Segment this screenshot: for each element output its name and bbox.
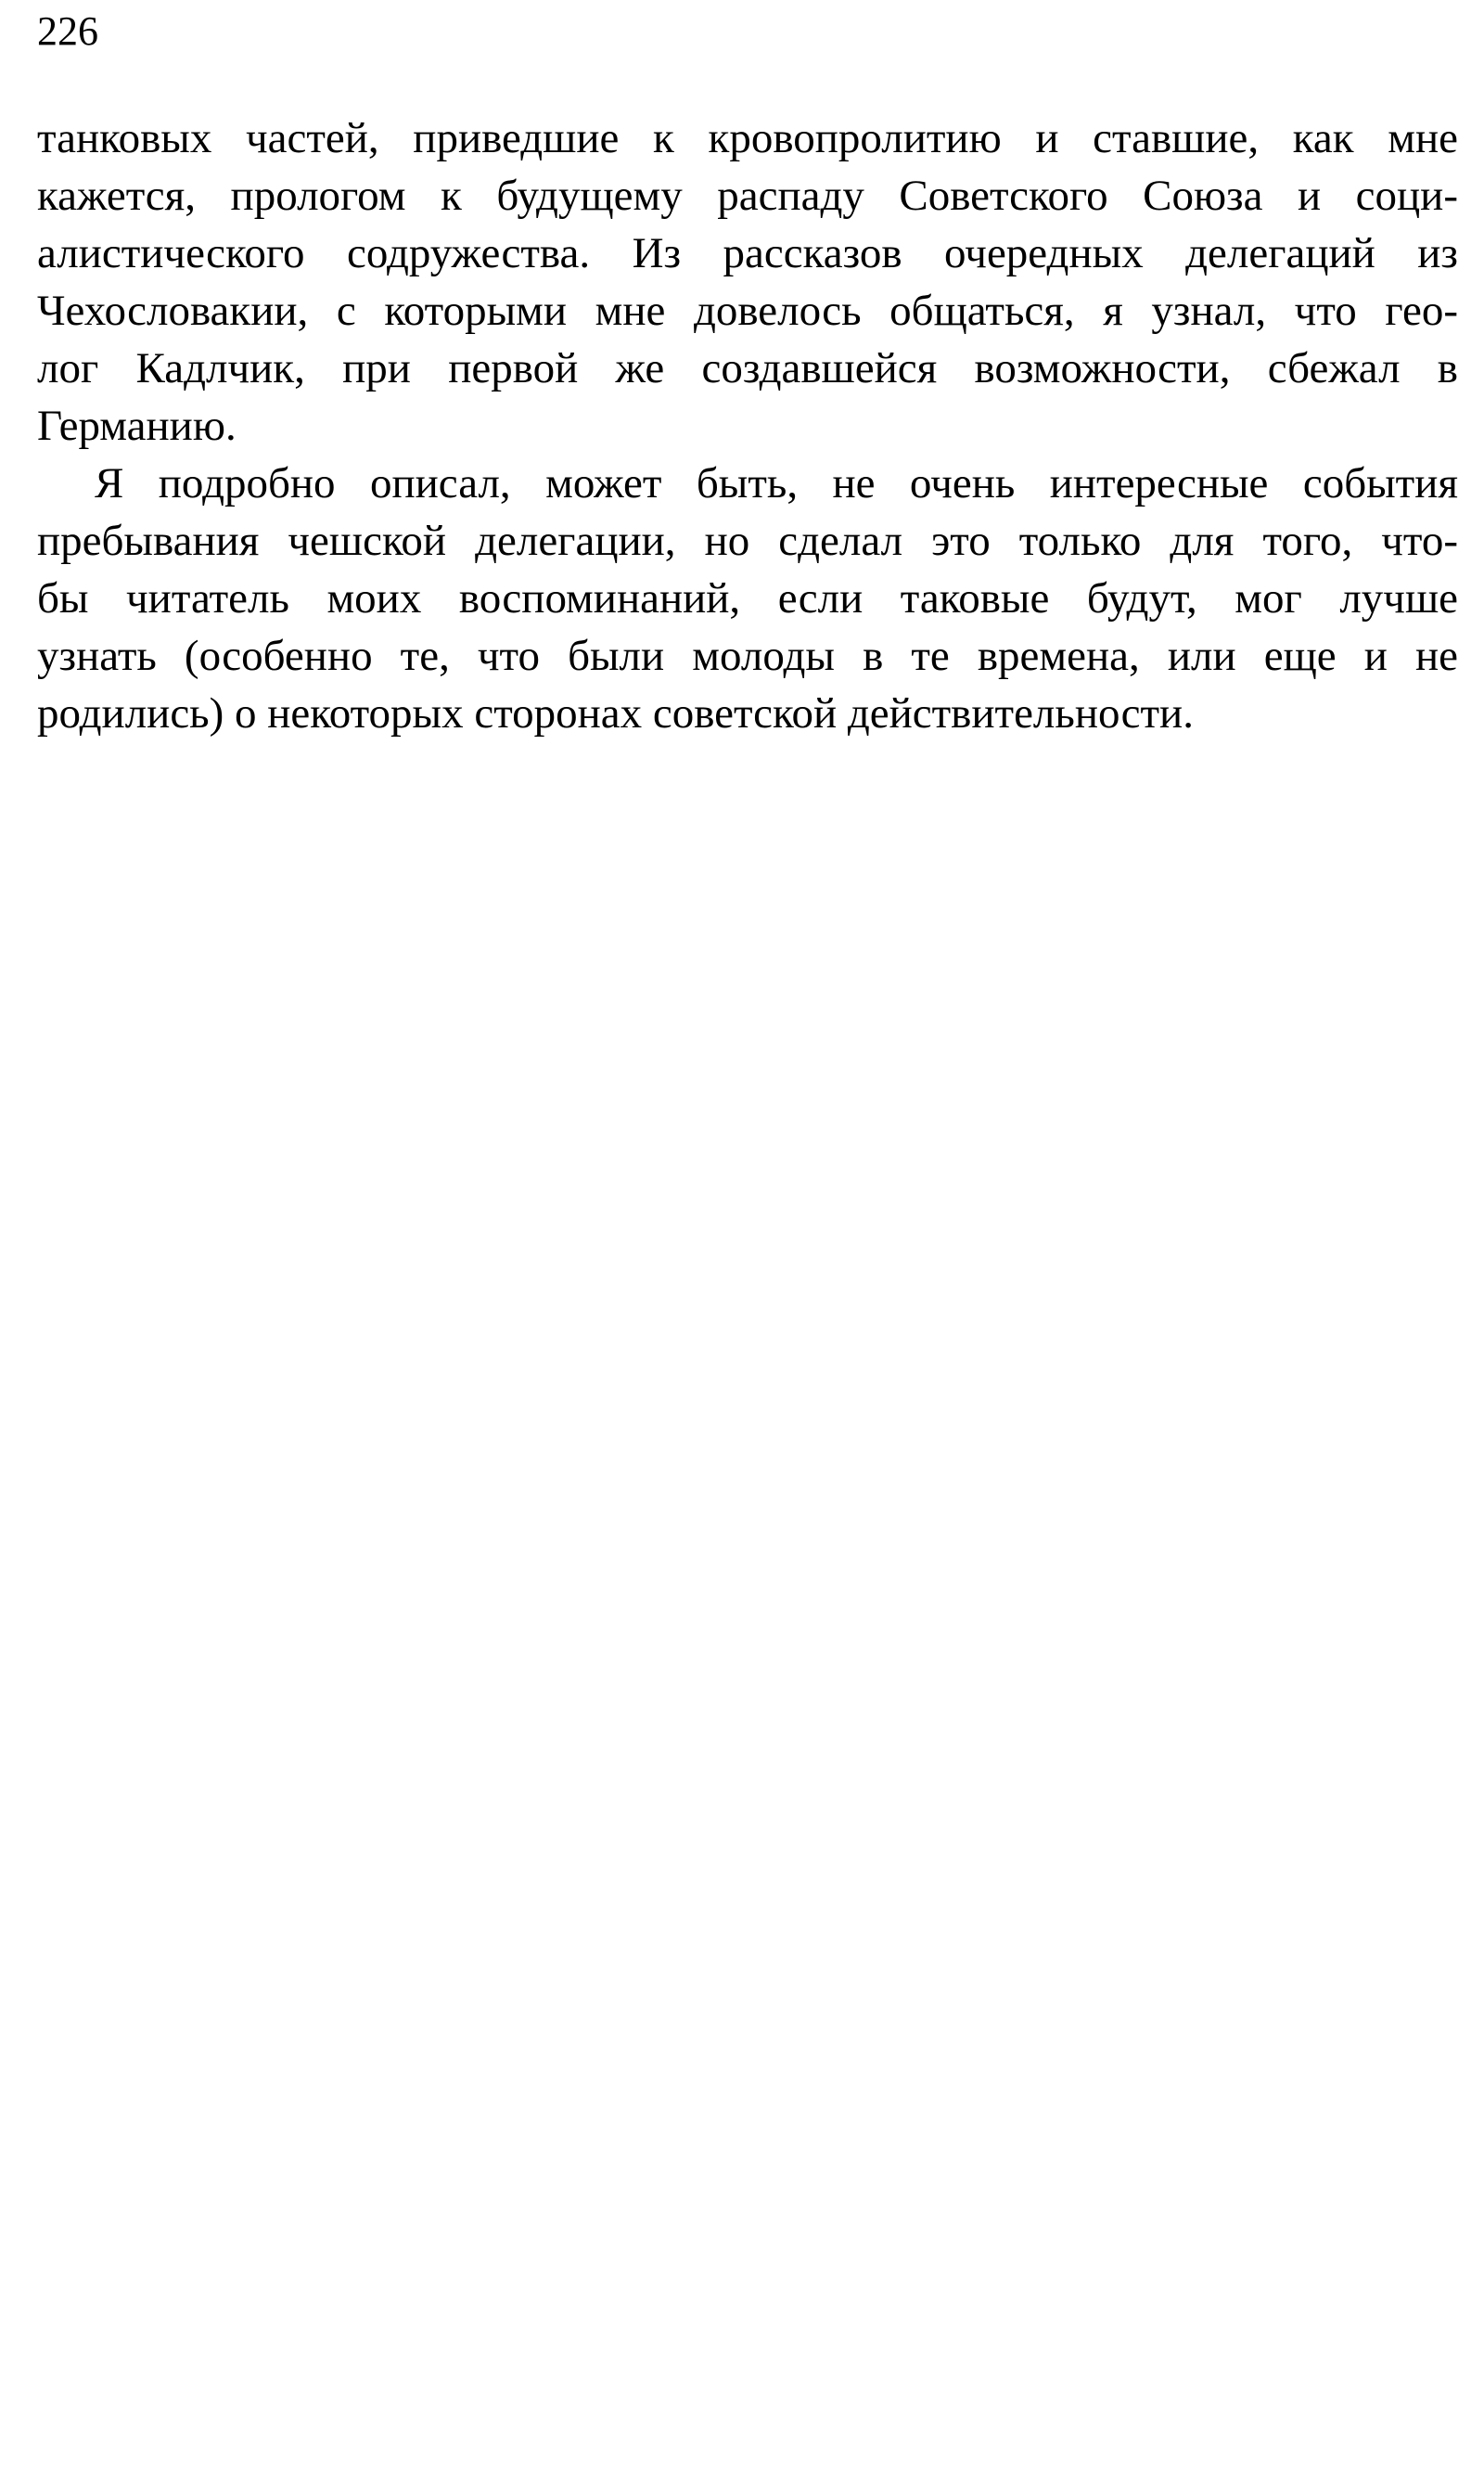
text-line: узнать (особенно те, что были молоды в те времена, или еще и не — [37, 632, 1458, 680]
text-line: кажется, прологом к будущему распаду Советского Союза и соци- — [37, 172, 1458, 220]
text-line: Я подробно описал, может быть, не очень интересные события — [95, 459, 1458, 507]
text-line: танковых частей, приведшие к кровопролитию и ставшие, как мне — [37, 114, 1458, 162]
text-line: родились) о некоторых сторонах советской действительности. — [37, 689, 1194, 738]
paragraph-1 — [37, 109, 1458, 455]
text-line: алистического содружества. Из рассказов очередных делегаций из — [37, 229, 1458, 277]
page-number: 226 — [37, 8, 98, 54]
body-text — [37, 109, 1458, 742]
text-line: лог Кадлчик, при первой же создавшейся возможности, сбежал в — [37, 344, 1458, 392]
text-line: Чехословакии, с которыми мне довелось общаться, я узнал, что гео- — [37, 287, 1458, 335]
text-line: пребывания чешской делегации, но сделал это только для того, что- — [37, 517, 1458, 565]
text-line: бы читатель моих воспоминаний, если таковые будут, мог лучше — [37, 574, 1458, 623]
text-line: Германию. — [37, 402, 237, 450]
paragraph-2 — [37, 455, 1458, 742]
